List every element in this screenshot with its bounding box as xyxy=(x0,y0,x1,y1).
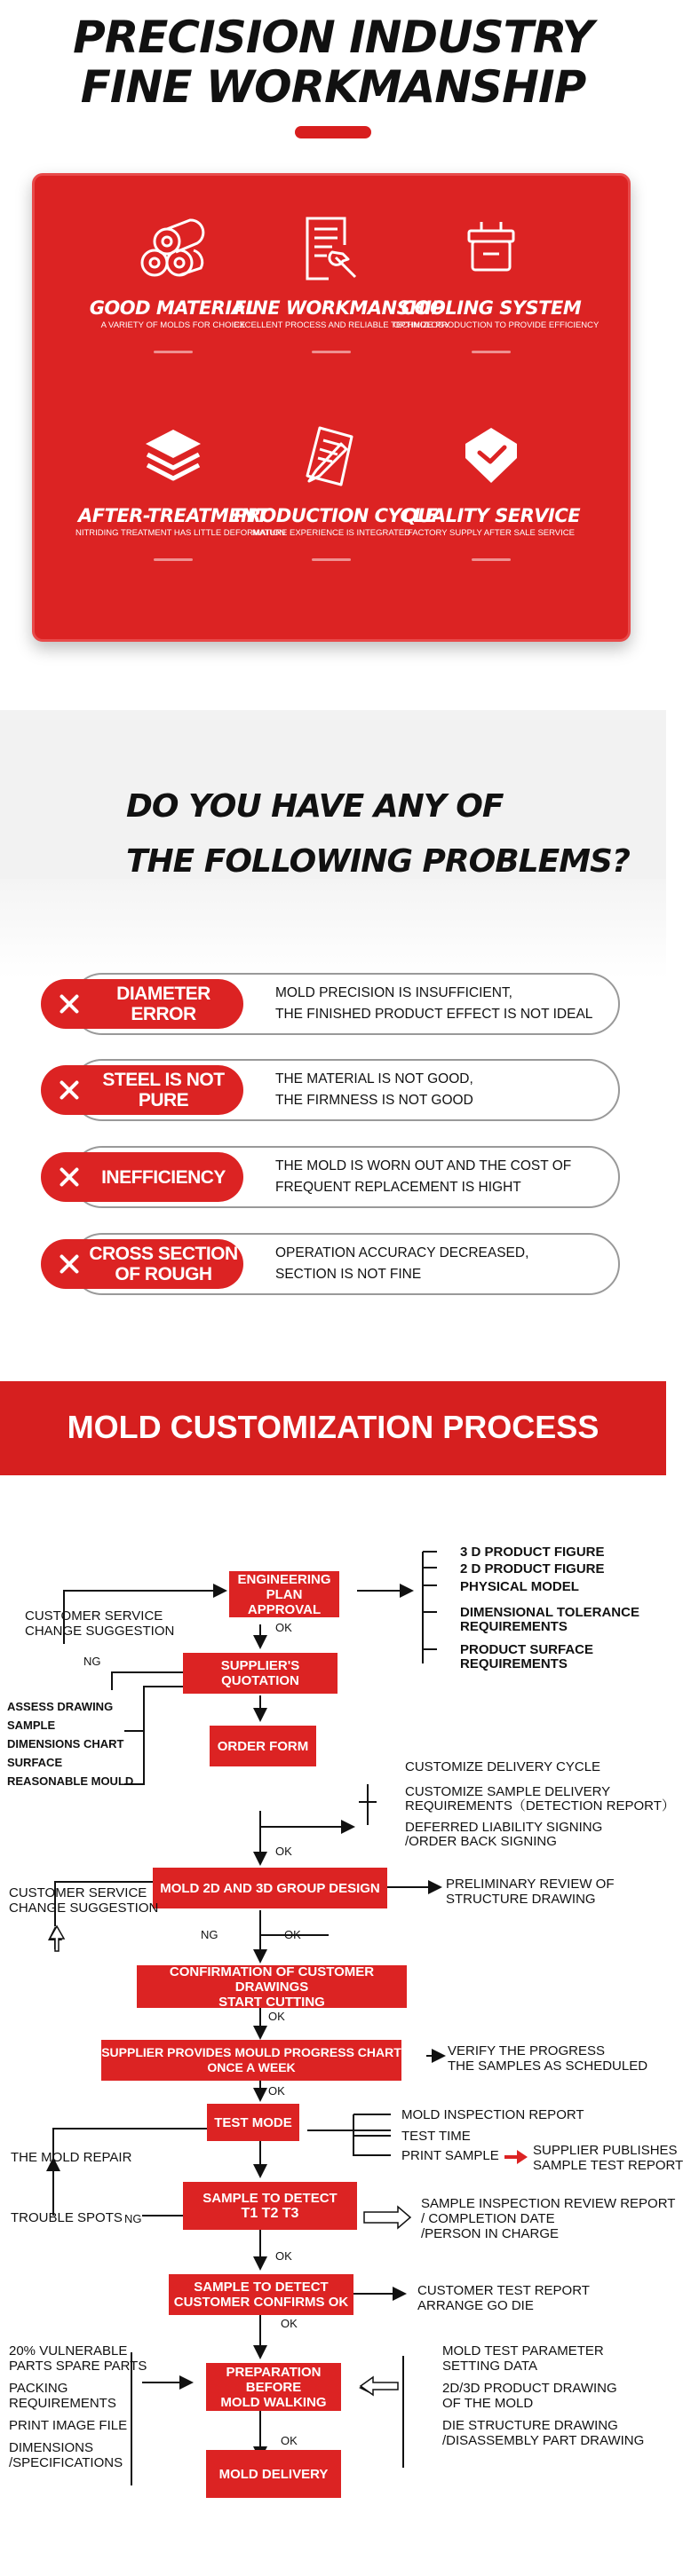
inspection-review xyxy=(421,2196,675,2241)
change-suggestion-2 xyxy=(9,1885,158,1916)
ng-label: NG xyxy=(201,1928,218,1941)
feature-subtitle: NITRIDING TREATMENT HAS LITTLE DEFORMATION xyxy=(75,528,286,538)
test-output: MOLD INSPECTION REPORT xyxy=(401,2107,584,2122)
feature-title: GOOD MATERIAL xyxy=(89,297,258,319)
note-line: CHANGE SUGGESTION xyxy=(9,1900,159,1916)
ok-label: OK xyxy=(275,1621,292,1634)
test-output: TEST TIME xyxy=(401,2129,471,2144)
note-line: PRINT IMAGE FILE xyxy=(9,2418,128,2433)
note-line: OF THE MOLD xyxy=(442,2396,534,2411)
note-line: / COMPLETION DATE xyxy=(421,2211,555,2226)
note-line: 20% VULNERABLE xyxy=(9,2343,128,2359)
step-label: CUSTOMER CONFIRMS OK xyxy=(173,2295,349,2310)
design-review xyxy=(446,1877,615,1907)
step-label: SUPPLIER'S QUOTATION xyxy=(220,1658,300,1688)
note-line: SAMPLE xyxy=(7,1719,56,1732)
engineering-output: 2 D PRODUCT FIGURE xyxy=(460,1561,605,1576)
feature-subtitle: MATURE EXPERIENCE IS INTEGRATED xyxy=(251,528,411,538)
problem-label: INEFFICIENCY xyxy=(101,1166,226,1188)
feature-title: QUALITY SERVICE xyxy=(401,505,581,526)
problems-title-line1: DO YOU HAVE ANY OF xyxy=(126,788,504,825)
note-line: 2D/3D PRODUCT DRAWING xyxy=(442,2381,617,2396)
note-line: THE SAMPLES AS SCHEDULED xyxy=(448,2058,648,2074)
ok-label: OK xyxy=(281,2317,298,2330)
hero-title-line1: PRECISION INDUSTRY xyxy=(73,12,593,63)
problem-line: OPERATION ACCURACY DECREASED, xyxy=(275,1245,529,1260)
step-label: CONFIRMATION OF CUSTOMER DRAWINGS xyxy=(169,1964,375,1995)
note-line: CUSTOMER SERVICE xyxy=(25,1608,163,1624)
step-confirmation xyxy=(137,1965,407,2008)
note-line: /PERSON IN CHARGE xyxy=(421,2226,560,2241)
ok-label: OK xyxy=(281,2434,298,2447)
problem-line: THE FIRMNESS IS NOT GOOD xyxy=(275,1093,473,1108)
step-mold-design xyxy=(153,1868,387,1908)
order-output: /ORDER BACK SIGNING xyxy=(405,1834,557,1849)
note-line: /DISASSEMBLY PART DRAWING xyxy=(442,2433,645,2448)
step-engineering-plan xyxy=(229,1571,339,1617)
step-test-mode xyxy=(207,2104,299,2141)
step-label: MOLD WALKING xyxy=(220,2394,327,2410)
note-line: CUSTOMER TEST REPORT xyxy=(417,2283,590,2298)
step-label: MOLD 2D AND 3D GROUP DESIGN xyxy=(160,1880,380,1896)
problem-line: THE MATERIAL IS NOT GOOD, xyxy=(275,1071,473,1087)
ok-label: OK xyxy=(275,2249,292,2263)
problem-line: FREQUENT REPLACEMENT IS HIGHT xyxy=(275,1180,521,1195)
order-output: REQUIREMENTS（DETECTION REPORT） xyxy=(405,1798,675,1813)
ok-label: OK xyxy=(284,1928,301,1941)
step-label: T1 T2 T3 xyxy=(241,2206,299,2221)
step-quotation xyxy=(183,1653,338,1694)
order-output: DEFERRED LIABILITY SIGNING xyxy=(405,1820,603,1835)
note-line: DIMENSIONS CHART xyxy=(7,1737,124,1750)
feature-title: FINE WORKMANSHIP xyxy=(234,297,445,319)
step-preparation xyxy=(206,2363,341,2411)
note-line: PRELIMINARY REVIEW OF xyxy=(446,1877,615,1892)
engineering-output: PRODUCT SURFACE xyxy=(460,1642,594,1657)
step-label: TEST MODE xyxy=(214,2114,292,2130)
note-line: SURFACE xyxy=(7,1756,63,1769)
problem-line: THE FINISHED PRODUCT EFFECT IS NOT IDEAL xyxy=(275,1007,593,1022)
note-line: SUPPLIER PUBLISHES xyxy=(533,2143,678,2158)
problems-title-line2: THE FOLLOWING PROBLEMS? xyxy=(126,843,630,880)
step-order-form xyxy=(210,1726,316,1766)
feature-title: PRODUCTION CYCLE xyxy=(234,505,438,526)
note-line: MOLD TEST PARAMETER xyxy=(442,2343,604,2359)
step-customer-confirms xyxy=(169,2274,353,2315)
note-line: SAMPLE TEST REPORT xyxy=(533,2158,683,2173)
feature-subtitle: FACTORY SUPPLY AFTER SALE SERVICE xyxy=(408,528,575,538)
note-line: DIE STRUCTURE DRAWING xyxy=(442,2418,618,2433)
step-progress-chart xyxy=(101,2040,401,2081)
hero-title-line2: FINE WORKMANSHIP xyxy=(80,61,586,113)
prep-right-notes xyxy=(442,2343,644,2448)
step-label: SAMPLE TO DETECT xyxy=(194,2280,329,2295)
note-line: VERIFY THE PROGRESS xyxy=(448,2043,605,2058)
note-line: SAMPLE INSPECTION REVIEW REPORT xyxy=(421,2196,676,2211)
problem-line: MOLD PRECISION IS INSUFFICIENT, xyxy=(275,985,512,1000)
test-output: PRINT SAMPLE xyxy=(401,2148,499,2163)
verify-progress xyxy=(448,2043,647,2074)
trouble-spots: TROUBLE SPOTS xyxy=(11,2210,123,2225)
engineering-output: REQUIREMENTS xyxy=(460,1619,568,1634)
ng-label: NG xyxy=(83,1655,101,1668)
customer-report xyxy=(417,2283,590,2313)
note-line: ASSESS DRAWING xyxy=(7,1700,114,1713)
note-line: SETTING DATA xyxy=(442,2359,537,2374)
problem-line: SECTION IS NOT FINE xyxy=(275,1267,422,1282)
step-mold-delivery xyxy=(206,2450,341,2498)
engineering-output: DIMENSIONAL TOLERANCE xyxy=(460,1605,639,1620)
feature-subtitle: EXCELLENT PROCESS AND RELIABLE TECHNOLOGY xyxy=(234,320,450,330)
feature-subtitle: A VARIETY OF MOLDS FOR CHOICE xyxy=(100,320,246,330)
step-label: ONCE A WEEK xyxy=(207,2060,296,2074)
note-line: CUSTOMER SERVICE xyxy=(9,1885,147,1900)
step-label: START CUTTING xyxy=(218,1994,325,2010)
problem-label: STEEL IS NOT PURE xyxy=(102,1070,225,1110)
feature-title: AFTER-TREATMENT xyxy=(77,505,269,526)
step-label: MOLD DELIVERY xyxy=(218,2466,329,2482)
problem-label: DIAMETER ERROR xyxy=(116,984,210,1024)
note-line: PARTS SPARE PARTS xyxy=(9,2359,147,2374)
step-label: ENGINEERING PLAN APPROVAL xyxy=(237,1571,331,1617)
step-label: ORDER FORM xyxy=(217,1738,309,1754)
ok-label: OK xyxy=(275,1845,292,1858)
prep-left-notes xyxy=(9,2343,147,2470)
note-line: CHANGE SUGGESTION xyxy=(25,1624,175,1639)
engineering-output: 3 D PRODUCT FIGURE xyxy=(460,1545,605,1560)
step-label: PREPARATION BEFORE xyxy=(226,2364,322,2395)
ok-label: OK xyxy=(268,2010,285,2023)
note-line: PACKING xyxy=(9,2381,68,2396)
order-output: CUSTOMIZE DELIVERY CYCLE xyxy=(405,1759,601,1774)
note-line: DIMENSIONS xyxy=(9,2440,94,2455)
publishes-report xyxy=(533,2143,683,2173)
problem-line: THE MOLD IS WORN OUT AND THE COST OF xyxy=(275,1158,572,1173)
change-suggestion-1 xyxy=(25,1608,174,1639)
process-title: MOLD CUSTOMIZATION PROCESS xyxy=(67,1409,600,1445)
step-label: SAMPLE TO DETECT xyxy=(203,2191,338,2206)
note-line: REQUIREMENTS xyxy=(9,2396,116,2411)
order-output: CUSTOMIZE SAMPLE DELIVERY xyxy=(405,1784,611,1799)
ng-label: NG xyxy=(124,2212,142,2225)
note-line: ARRANGE GO DIE xyxy=(417,2298,534,2313)
note-line: STRUCTURE DRAWING xyxy=(446,1892,596,1907)
problem-label: CROSS SECTION OF ROUGH xyxy=(89,1244,238,1284)
feature-subtitle: OPTIMIZE PRODUCTION TO PROVIDE EFFICIENCY xyxy=(393,320,600,330)
quotation-inputs xyxy=(7,1697,133,1790)
note-line: /SPECIFICATIONS xyxy=(9,2455,123,2470)
step-sample-detect xyxy=(183,2182,357,2230)
ok-label: OK xyxy=(268,2084,285,2098)
note-line: REASONABLE MOULD xyxy=(7,1774,134,1788)
feature-title: COOLING SYSTEM xyxy=(401,297,582,319)
mold-repair: THE MOLD REPAIR xyxy=(11,2150,132,2165)
step-label: SUPPLIER PROVIDES MOULD PROGRESS CHART xyxy=(101,2045,401,2059)
engineering-output: PHYSICAL MODEL xyxy=(460,1579,579,1594)
engineering-output: REQUIREMENTS xyxy=(460,1656,568,1671)
